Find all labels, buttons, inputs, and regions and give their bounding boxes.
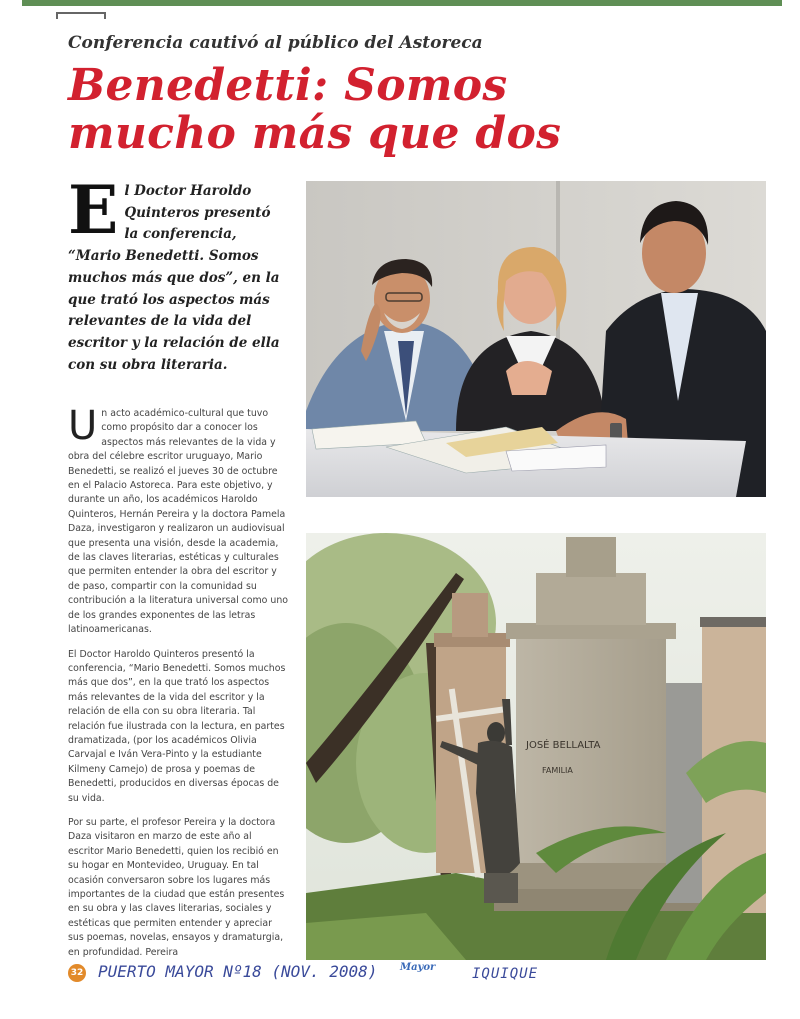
section-tab-marker	[56, 12, 106, 19]
body-paragraph-3: Por su parte, el profesor Pereira y la doctora Daza visitaron en marzo de este año al escritor Mario Benedetti, quien los recibió en su hogar en Montevideo, Uruguay. En tal ocasión conversaron sobre los lugares más importantes de la ciudad que están presentes en su obra y las claves literarias, sociales y estéticas que permiten entender y apreciar sus poemas, novelas, ensayos y dramaturgia, en profundidad. Pereira	[68, 816, 285, 958]
top-rule	[22, 0, 782, 6]
body-dropcap: U	[68, 403, 98, 449]
page-number-badge: 32	[68, 964, 86, 982]
page-footer	[68, 960, 768, 1000]
article-kicker: Conferencia cautivó al público del Astoreca	[68, 33, 483, 53]
article-lead	[68, 171, 288, 376]
photo-tomb-monument	[306, 533, 766, 960]
tomb-inscription-name: JOSÉ BELLALTA	[526, 740, 601, 751]
lead-dropcap: E	[68, 171, 119, 249]
handwritten-city-note: IQUIQUE	[472, 966, 539, 982]
article-headline: Benedetti: Somos mucho más que dos	[68, 60, 562, 159]
body-paragraph-1: Un acto académico-cultural que tuvo como propósito dar a conocer los aspectos más relevantes de la vida y obra del célebre escritor uruguayo, Mario Benedetti, se realizó el jueves 30 de octubre en el Palacio Astoreca. Para este objetivo, y durante un año, los académicos Haroldo Quinteros, Hernán Pereira y la doctora Pamela Daza, investigaron y realizaron un audiovisual que presenta una visión, desde la academia, de las claves literarias, estéticas y culturales que permiten entender la obra del escritor y de paso, compartir con la comunidad su contribución a la literatura universal como uno de los grandes exponentes de las letras latinoamericanas.	[68, 403, 289, 636]
article-body	[68, 403, 290, 970]
body-paragraph-2: El Doctor Haroldo Quinteros presentó la conferencia, “Mario Benedetti. Somos muchos más que dos”, en la que trató los aspectos más relevantes de la vida del escritor y la relación de ella con su obra literaria. Tal relación fue ilustrada con la lectura, en partes dramatizada, (por los académicos Olivia Carvajal e Iván Vera-Pinto y la estudiante Kilmeny Camejo) de prosa y poemas de Benedetti, producidos en diversas épocas de su vida.	[68, 648, 286, 804]
tomb-inscription-family: FAMILIA	[542, 766, 573, 775]
magazine-logo: Mayor	[400, 962, 436, 973]
photo-conference-speakers	[306, 181, 766, 497]
lead-text: l Doctor Haroldo Quinteros presentó la conferencia, “Mario Benedetti. Somos muchos más que dos”, en la que trató los aspectos más relevantes de la vida del escritor y la relación de ella con su obra literaria.	[68, 183, 280, 373]
handwritten-issue-note: PUERTO MAYOR Nº18 (NOV. 2008)	[98, 962, 378, 981]
